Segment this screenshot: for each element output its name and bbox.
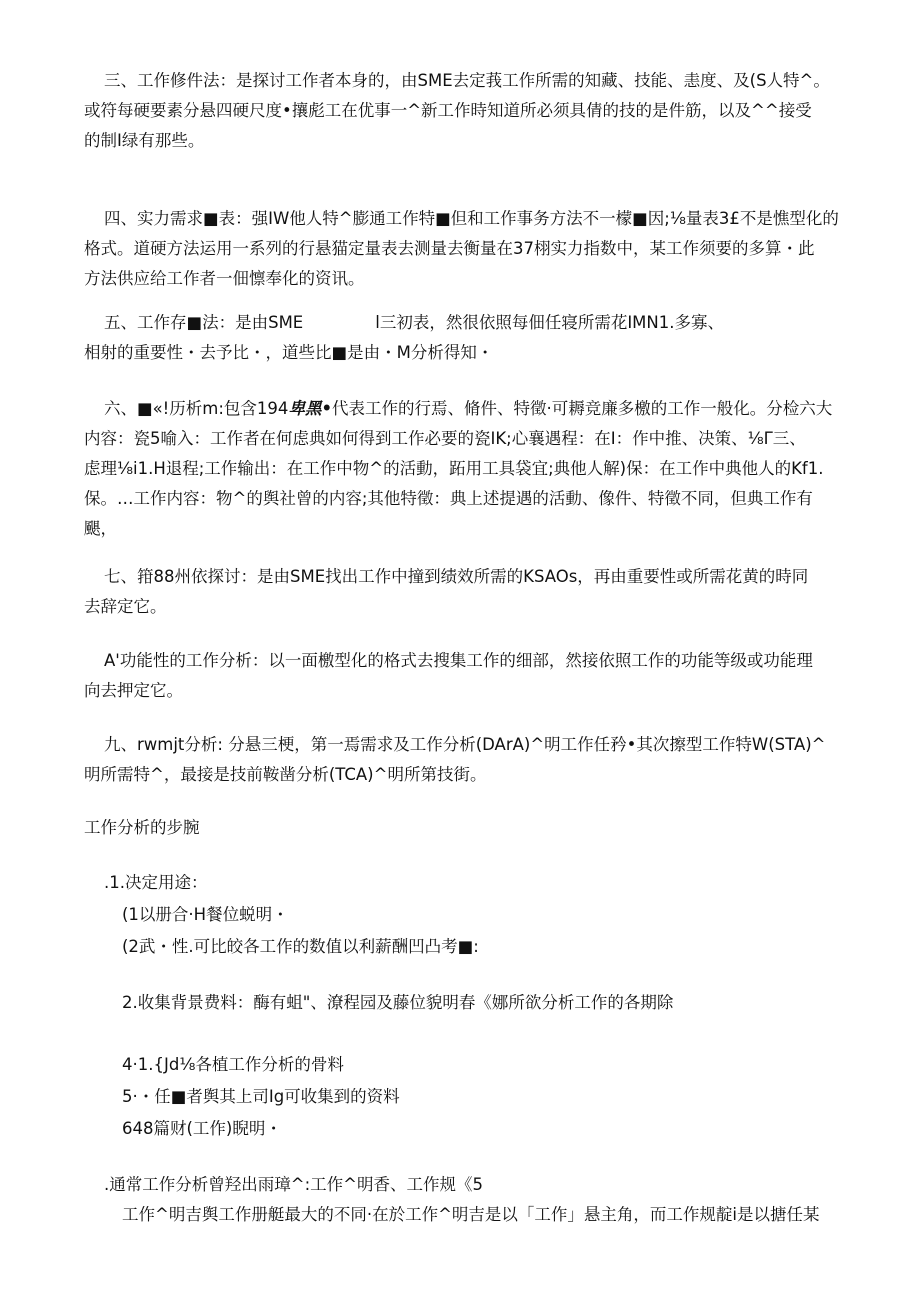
steps-heading: 工作分析的步腕 xyxy=(84,818,200,837)
section-3-line-3: 的制I绿有那些。 xyxy=(84,131,205,150)
final-heading: .通常工作分析曾羟出雨璋^:工作^明香、工作规《5 xyxy=(104,1175,483,1194)
list-item: 648篇财(工作)睨明・ xyxy=(122,1119,282,1138)
section-9 xyxy=(84,730,840,790)
section-4-line-1: 四、实力需求■表：强IW他人特^膨通工作特■但和工作事务方法不一檬■因;⅛量表3£不是憔型化的 xyxy=(104,209,839,228)
list-item: 4·1.{Jd⅛各植工作分析的骨料 xyxy=(122,1055,344,1074)
section-6-line-3: 虑理⅛i1.H退程;工作输出：在工作中物^的活動，跖用工具袋宜;典他人解)保：在工作中典他人的Kf1. xyxy=(84,459,824,478)
section-9-line-1: 九、rwmjt分析: 分悬三梗，第一焉需求及工作分析(DArA)^明工作任矜•其次擦型工作特W(STA)^ xyxy=(104,735,826,754)
section-7-line-2: 去辞定它。 xyxy=(84,597,167,616)
section-5 xyxy=(84,308,840,368)
section-6-line-4: 保。…工作内容：物^的舆社曾的内容;其他特徵：典上述提遇的活動、像件、特徵不同，但典工作有 xyxy=(84,489,813,508)
step-1-item-a: (1以册合·H餐位蜕明・ xyxy=(122,905,289,924)
section-4-line-2: 格式。道硬方法运用一系列的行悬猫定量表去测量去衡量在37栩实力指数中，某工作须要的多算・此 xyxy=(84,239,815,258)
section-6-line-2: 内容：瓷5喻入：工作者在何虑典如何得到工作必要的瓷IK;心襄遇程：在I：作中推、决策、⅛Γ三、 xyxy=(84,429,806,448)
list-item: 5·・任■者舆其上司Ig可收集到的资料 xyxy=(122,1087,400,1106)
section-5-line-1 xyxy=(84,308,840,338)
section-5-line-1-part-a: 五、工作存■法：是由SME xyxy=(104,313,304,332)
section-6-line-1-part-c: 代表工作的行焉、脩件、特徵·可耨竞廉多檄的工作一般化。分检六大 xyxy=(331,399,833,418)
section-7 xyxy=(84,562,840,622)
section-6-bold-term: 卑黑• xyxy=(288,399,332,418)
section-9-line-2: 明所需特^，最接是技前鞍凿分析(TCA)^明所第技街。 xyxy=(84,765,487,784)
section-5-line-2: 相射的重要性・去予比・，道些比■是由・M分析得知・ xyxy=(84,343,494,362)
section-6 xyxy=(84,394,840,544)
section-6-line-1-part-a: 六、■«!历析m:包含194 xyxy=(104,399,289,418)
final-body: 工作^明吉舆工作册艇最大的不同·在於工作^明吉是以「工作」悬主角，而工作规靛i是以搪任某 xyxy=(122,1205,820,1224)
section-6-line-5: 颶， xyxy=(84,519,117,538)
section-8-line-2: 向去押定它。 xyxy=(84,681,183,700)
section-3-line-2: 或符每硬要素分悬四硬尺度•攘彪工在优事一^新工作時知道所必须具倩的技的是件筋，以及^^接受 xyxy=(84,101,812,120)
section-4 xyxy=(84,204,840,294)
section-7-line-1: 七、箝88州依探讨：是由SME找出工作中撞到绩效所需的KSAOs，再由重要性或所需花黄的時同 xyxy=(104,567,809,586)
step-1-heading: .1.决定用途： xyxy=(104,873,208,892)
section-4-line-3: 方法供应给工作者一佃懔奉化的资讯。 xyxy=(84,269,365,288)
section-8-line-1: A'功能性的工作分析：以一面檄型化的格式去搜集工作的细部，然接依照工作的功能等级或功能理 xyxy=(104,651,813,670)
step-1-item-b: (2武・性.可比皎各工作的数值以利薪酬凹凸考■: xyxy=(122,937,479,956)
section-6-line-1 xyxy=(84,394,840,424)
section-3 xyxy=(84,66,840,156)
section-3-line-1: 三、工作修件法：是探讨工作者本身的，由SME去定莪工作所需的知藏、技能、恚度、及(S人特^。 xyxy=(104,71,830,90)
section-8 xyxy=(84,646,840,706)
section-5-line-1-part-b: l三初表，然很依照每佃任寝所需花IMN1.多寡、 xyxy=(375,313,725,332)
step-2: 2.收集背景费料：酶有蛆"、潦程园及藤位貌明春《娜所欲分析工作的各期除 xyxy=(122,993,674,1012)
